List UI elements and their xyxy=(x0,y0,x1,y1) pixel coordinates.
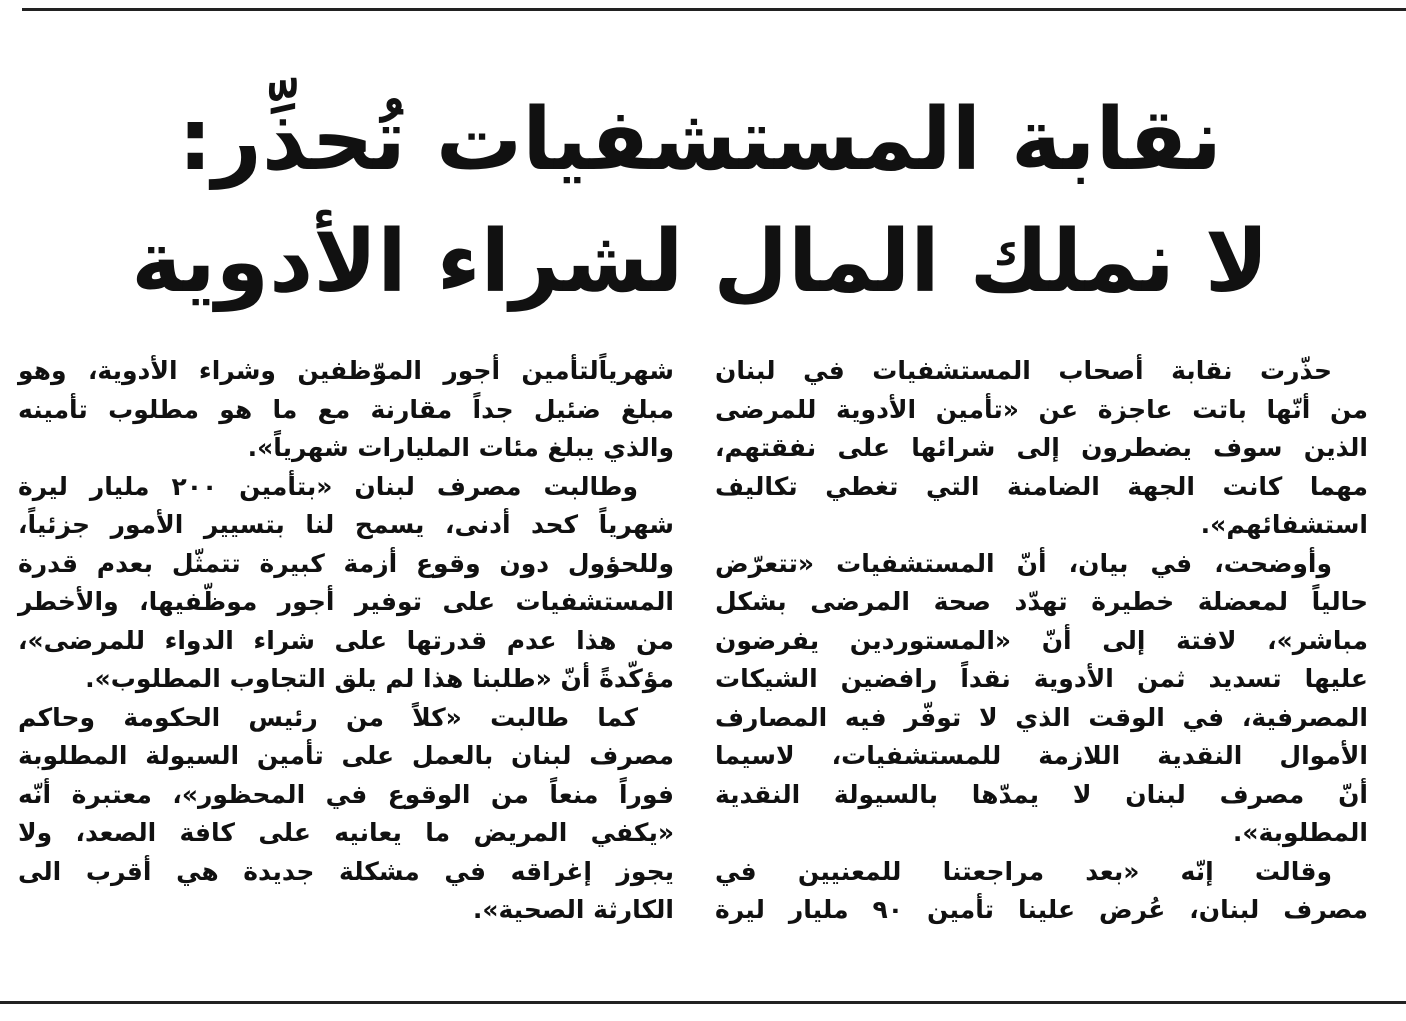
article-text-line: المستشفيات على توفير أجور موظّفيها، والأخطر xyxy=(18,587,674,616)
article-text-line: وطالبت مصرف لبنان «بتأمين ٢٠٠ مليار ليرة xyxy=(18,471,638,501)
article-text-line: مبلغ ضئيل جداً مقارنة مع ما هو مطلوب تأمينه xyxy=(18,394,674,424)
bottom-rule xyxy=(0,1001,1406,1004)
article-text-line: كما طالبت «كلاً من رئيس الحكومة وحاكم xyxy=(18,702,638,732)
article-text-line: من هذا عدم قدرتها على شراء الدواء للمرضى»، xyxy=(18,625,674,655)
article-text-line: والذي يبلغ مئات المليارات شهرياً». xyxy=(247,433,674,462)
article-text-line: من أنّها باتت عاجزة عن «تأمين الأدوية للمرضى xyxy=(715,394,1368,424)
article-text-line: يجوز إغراقه في مشكلة جديدة هي أقرب الى xyxy=(18,856,674,886)
article-text-line: مصرف لبنان بالعمل على تأمين السيولة المطلوبة xyxy=(18,741,674,770)
article-text-line: شهرياًلتأمين أجور الموّظفين وشراء الأدوية، وهو xyxy=(18,356,674,385)
top-rule xyxy=(22,8,1406,11)
headline-line-1: نقابة المستشفيات تُحذِّر: xyxy=(178,90,1222,190)
left-column xyxy=(18,352,674,930)
article-text-line: مباشر»، لافتة إلى أنّ «المستوردين يفرضون xyxy=(715,625,1368,655)
article-text-line: أنّ مصرف لبنان لا يمدّها بالسيولة النقدية xyxy=(715,779,1368,809)
article-text-line: الأموال النقدية اللازمة للمستشفيات، لاسيما xyxy=(715,741,1368,770)
article-text-line: وللحؤول دون وقوع أزمة كبيرة تتمثّل بعدم قدرة xyxy=(18,548,674,578)
right-column xyxy=(715,352,1368,930)
article-text-line: استشفائهم». xyxy=(1200,510,1368,539)
article-text-line: شهرياً كحد أدنى، يسمح لنا بتسيير الأمور جزئياً، xyxy=(18,510,674,539)
article-text-line: وأوضحت، في بيان، أنّ المستشفيات «تتعرّض xyxy=(715,548,1332,578)
article-text-line: وقالت إنّه «بعد مراجعتنا للمعنيين في xyxy=(715,856,1332,886)
article-text-line: المصرفية، في الوقت الذي لا توفّر فيه المصارف xyxy=(715,702,1368,732)
article-text-line: حذّرت نقابة أصحاب المستشفيات في لبنان xyxy=(715,356,1332,385)
article-text-line: مهما كانت الجهة الضامنة التي تغطي تكاليف xyxy=(715,471,1368,501)
article-text-line: فوراً منعاً من الوقوع في المحظور»، معتبرة أنّه xyxy=(18,779,674,809)
article-text-line: عليها تسديد ثمن الأدوية نقداً رافضين الشيكات xyxy=(715,664,1368,693)
article-text-line: حالياً لمعضلة خطيرة تهدّد صحة المرضى بشكل xyxy=(715,587,1368,616)
article-text-line: الذين سوف يضطرون إلى شرائها على نفقتهم، xyxy=(715,433,1368,462)
headline-line-2: لا نملك المال لشراء الأدوية xyxy=(131,212,1269,312)
article-text-line: «يكفي المريض ما يعانيه على كافة الصعد، ولا xyxy=(18,818,674,847)
article-text-line: الكارثة الصحية». xyxy=(472,895,674,924)
article-text-line: مؤكّدةً أنّ «طلبنا هذا لم يلق التجاوب المطلوب». xyxy=(85,664,674,693)
article-text-line: المطلوبة». xyxy=(1232,818,1368,847)
article-text-line: مصرف لبنان، عُرض علينا تأمين ٩٠ مليار ليرة xyxy=(715,895,1368,924)
